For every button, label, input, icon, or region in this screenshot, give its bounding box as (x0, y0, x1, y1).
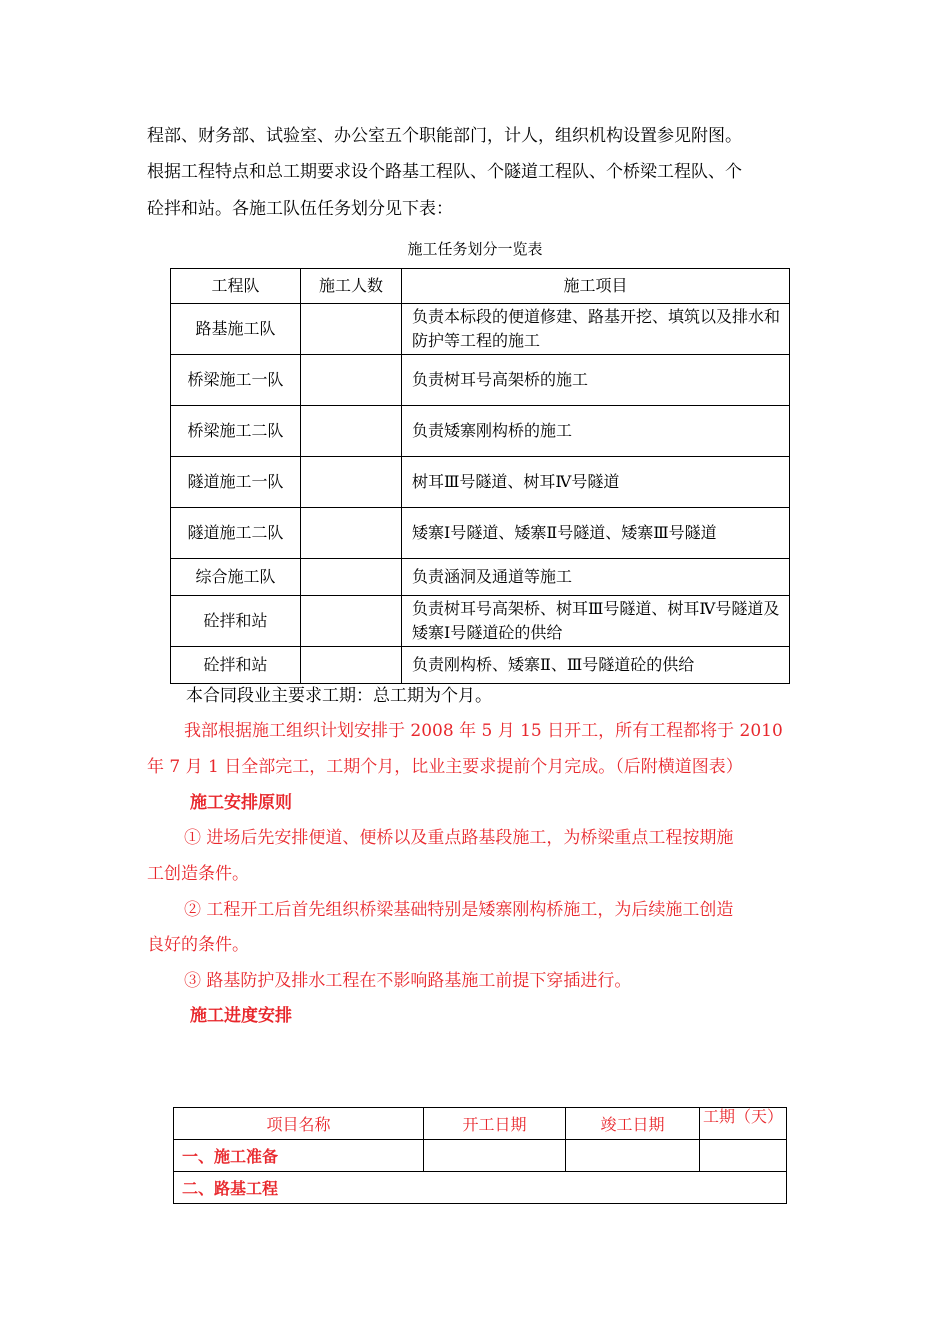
scope-cell: 负责本标段的便道修建、路基开挖、填筑以及排水和防护等工程的施工 (402, 304, 790, 355)
team-cell: 综合施工队 (171, 559, 301, 596)
team-cell: 桥梁施工一队 (171, 355, 301, 406)
scope-cell: 负责刚构桥、矮寨Ⅱ、Ⅲ号隧道砼的供给 (402, 647, 790, 684)
table-row (171, 304, 790, 355)
team-cell: 路基施工队 (171, 304, 301, 355)
team-cell: 隧道施工二队 (171, 508, 301, 559)
table-row (171, 559, 790, 596)
section-cell: 一、施工准备 (174, 1140, 424, 1172)
task-table-caption: 施工任务划分一览表 (407, 240, 543, 258)
count-cell (301, 508, 402, 559)
count-cell (301, 457, 402, 508)
scope-cell: 树耳Ⅲ号隧道、树耳Ⅳ号隧道 (402, 457, 790, 508)
table-row (174, 1172, 787, 1204)
count-cell (301, 647, 402, 684)
column-header-start: 开工日期 (424, 1108, 566, 1140)
count-cell (301, 406, 402, 457)
schedule-header-row (174, 1108, 787, 1140)
principle-line-5: ③ 路基防护及排水工程在不影响路基施工前提下穿插进行。 (184, 971, 632, 991)
schedule-heading: 施工进度安排 (190, 1006, 292, 1026)
plan-line-1: 我部根据施工组织计划安排于 2008 年 5 月 15 日开工，所有工程都将于 2010 (184, 721, 783, 741)
table-row (174, 1140, 787, 1172)
scope-cell: 负责涵洞及通道等施工 (402, 559, 790, 596)
principle-line-1: ① 进场后先安排便道、便桥以及重点路基段施工，为桥梁重点工程按期施 (184, 828, 734, 848)
principle-line-2: 工创造条件。 (147, 864, 249, 884)
table-row (171, 596, 790, 647)
task-division-table (170, 268, 790, 684)
table-row (171, 508, 790, 559)
count-cell (301, 559, 402, 596)
table-row (171, 457, 790, 508)
team-cell: 桥梁施工二队 (171, 406, 301, 457)
scope-cell: 矮寨Ⅰ号隧道、矮寨Ⅱ号隧道、矮寨Ⅲ号隧道 (402, 508, 790, 559)
plan-line-2: 年 7 月 1 日全部完工，工期个月，比业主要求提前个月完成。（后附横道图表） (147, 757, 743, 777)
column-header-duration (700, 1108, 787, 1140)
scope-cell: 负责树耳号高架桥、树耳Ⅲ号隧道、树耳Ⅳ号隧道及矮寨Ⅰ号隧道砼的供给 (402, 596, 790, 647)
intro-line-3: 砼拌和站。各施工队伍任务划分见下表： (147, 199, 453, 219)
table-row (171, 647, 790, 684)
intro-line-1: 程部、财务部、试验室、办公室五个职能部门，计人，组织机构设置参见附图。 (147, 126, 742, 146)
section-cell: 二、路基工程 (174, 1172, 787, 1204)
column-header-team: 工程队 (171, 269, 301, 304)
principle-line-3: ② 工程开工后首先组织桥梁基础特别是矮寨刚构桥施工，为后续施工创造 (184, 900, 734, 920)
table-row (171, 355, 790, 406)
scope-cell: 负责矮寨刚构桥的施工 (402, 406, 790, 457)
team-cell: 隧道施工一队 (171, 457, 301, 508)
column-header-count: 施工人数 (301, 269, 402, 304)
principle-line-4: 良好的条件。 (147, 935, 249, 955)
contract-line: 本合同段业主要求工期：总工期为个月。 (186, 686, 492, 706)
team-cell: 砼拌和站 (171, 596, 301, 647)
count-cell (301, 596, 402, 647)
table-row (171, 406, 790, 457)
principles-heading: 施工安排原则 (190, 793, 292, 813)
intro-line-2: 根据工程特点和总工期要求设个路基工程队、个隧道工程队、个桥梁工程队、个 (147, 162, 742, 182)
start-cell (424, 1140, 566, 1172)
column-header-end: 竣工日期 (566, 1108, 700, 1140)
column-header-item: 项目名称 (174, 1108, 424, 1140)
table-header-row (171, 269, 790, 304)
schedule-table (173, 1107, 787, 1204)
scope-cell: 负责树耳号高架桥的施工 (402, 355, 790, 406)
count-cell (301, 304, 402, 355)
column-header-scope: 施工项目 (402, 269, 790, 304)
duration-header-label: 工期（天） (702, 1108, 783, 1126)
duration-cell (700, 1140, 787, 1172)
team-cell: 砼拌和站 (171, 647, 301, 684)
end-cell (566, 1140, 700, 1172)
count-cell (301, 355, 402, 406)
